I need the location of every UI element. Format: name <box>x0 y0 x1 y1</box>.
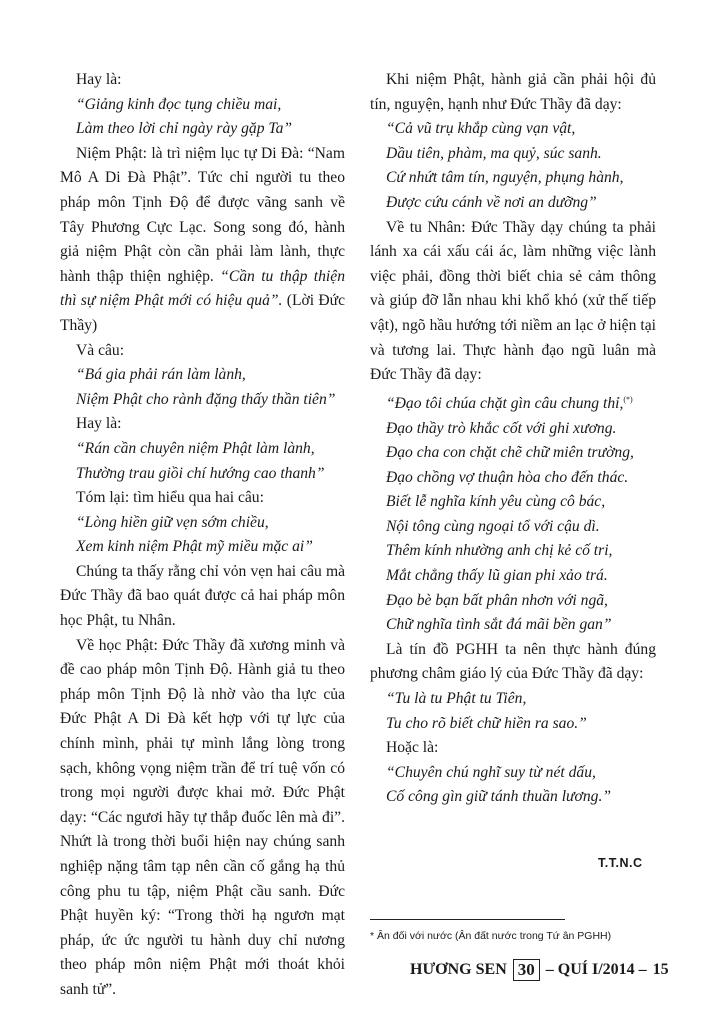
right-column <box>370 68 656 810</box>
paragraph: Hay là: <box>76 415 122 433</box>
issue-period: – QUÍ I/2014 – <box>545 961 647 978</box>
paragraph: Là tín đồ PGHH ta nên thực hành đúng phương châm giáo lý của Đức Thầy đã dạy: <box>370 640 656 683</box>
verse-line: Được cứu cánh về nơi an dưỡng” <box>386 193 597 211</box>
verse-line: Đạo bè bạn bất phân nhơn với ngã, <box>386 591 608 609</box>
verse-line: Đạo chồng vợ thuận hòa cho đến thác. <box>386 468 629 486</box>
verse-line: Chữ nghĩa tình sắt đá mãi bền gan” <box>386 616 612 634</box>
verse-line: “Đạo tôi chúa chặt gìn câu chung thỉ,(*) <box>386 394 633 412</box>
magazine-name: HƯƠNG SEN <box>410 961 507 978</box>
verse-line: Thường trau giồi chí hướng cao thanh” <box>76 464 325 482</box>
verse-line: Đạo thầy trò khắc cốt với ghi xương. <box>386 419 617 437</box>
paragraph: Chúng ta thấy rằng chỉ vỏn vẹn hai câu mà Đức Thầy đã bao quát được cả hai pháp môn học Phật, tu Nhân. <box>60 562 345 630</box>
verse-line: Cứ nhứt tâm tín, nguyện, phụng hành, <box>386 169 624 187</box>
verse-line: “Tu là tu Phật tu Tiên, <box>386 690 527 708</box>
verse-line: Dầu tiên, phàm, ma quỷ, súc sanh. <box>386 144 602 162</box>
verse-line: “Bá gia phải rán làm lành, <box>76 366 246 384</box>
paragraph: Về học Phật: Đức Thầy đã xương minh và đề cao pháp môn Tịnh Độ. Hành giả tu theo pháp môn Tịnh Độ là nhờ vào tha lực của Đức Phật A Di Đà kết hợp với tự lực của chính mình, phải tự mình lắng lòng trong sạch, không vọng niệm trần để trí tuệ vốn có trong mọi người được khai mở. Đức Phật dạy: “Các ngươi hãy tự thắp đuốc lên mà đi”. Nhứt là trong thời buổi hiện nay chúng sanh nghiệp nặng tâm tạp nên cần cố gắng hạ thủ công phu tu tập, niệm Phật cầu sanh. Đức Phật huyền ký: “Trong thời hạ ngươn mạt pháp, ức ức người tu hành duy chỉ nương theo pháp môn niệm Phật mới thoát khỏi sanh tử”. <box>60 636 345 998</box>
verse-line: “Chuyên chú nghĩ suy từ nét dấu, <box>386 763 596 781</box>
page-number: 15 <box>652 961 669 978</box>
verse-line: “Giảng kinh đọc tụng chiều mai, <box>76 95 282 113</box>
paragraph: Hoặc là: <box>386 739 439 757</box>
author-signature: T.T.N.C <box>598 856 643 870</box>
paragraph: Tóm lại: tìm hiểu qua hai câu: <box>76 489 264 507</box>
paragraph: Về tu Nhân: Đức Thầy dạy chúng ta phải lánh xa cái xấu cái ác, làm những việc lành việc phải, đồng thời biết chia sẻ cảm thông và giúp đỡ lẫn nhau khi khổ khó (xử thế tiếp vật), ngõ hầu hướng tới niềm an lạc ở hiện tại và tương lai. Thực hành đạo ngũ luân mà Đức Thầy đã dạy: <box>370 218 656 384</box>
verse-line: Làm theo lời chỉ ngày rày gặp Ta” <box>76 120 293 138</box>
verse-line: Mắt chẳng thấy lũ gian phi xảo trá. <box>386 567 608 585</box>
verse-line: Đạo cha con chặt chẽ chữ miên trường, <box>386 444 634 462</box>
footnote-divider <box>370 919 565 920</box>
footnote: * Ân đối với nước (Ân đất nước trong Tứ ân PGHH) <box>370 930 612 942</box>
verse-line: Xem kinh niệm Phật mỹ miều mặc ai” <box>76 538 313 556</box>
verse-line: Thêm kính nhường anh chị kẻ cố tri, <box>386 542 613 560</box>
paragraph: Và câu: <box>76 341 125 359</box>
paragraph: Hay là: <box>76 71 122 88</box>
paragraph: Khi niệm Phật, hành giả cần phải hội đủ tín, nguyện, hạnh như Đức Thầy đã dạy: <box>370 71 656 113</box>
verse-line: “Cả vũ trụ khắp cùng vạn vật, <box>386 120 576 138</box>
verse-line: Cố công gìn giữ tánh thuần lương.” <box>386 788 612 806</box>
verse-line: Niệm Phật cho rành đặng thấy thần tiên” <box>76 390 336 408</box>
verse-line: Biết lễ nghĩa kính yêu cùng cô bác, <box>386 493 606 511</box>
verse-line: “Lòng hiền giữ vẹn sớm chiều, <box>76 513 269 531</box>
verse-line: Tu cho rõ biết chữ hiền ra sao.” <box>386 714 587 732</box>
issue-number-box: 30 <box>513 959 540 981</box>
footnote-marker: (*) <box>623 394 633 404</box>
paragraph: Niệm Phật: là trì niệm lục tự Di Đà: “Nam Mô A Di Đà Phật”. Tức chỉ người tu theo pháp môn Tịnh Độ để được vãng sanh về Tây Phương Cực Lạc. Song song đó, hành giả niệm Phật còn cần phải làm lành, thực hành thập thiện nghiệp. “Cần tu thập thiện thì sự niệm Phật mới có hiệu quả”. (Lời Đức Thầy) <box>60 144 345 334</box>
verse-line: “Rán cần chuyên niệm Phật làm lành, <box>76 439 315 457</box>
page-footer <box>410 959 669 981</box>
left-column <box>60 68 345 1003</box>
verse-line: Nội tông cùng ngoại tổ với cậu dì. <box>386 517 600 535</box>
